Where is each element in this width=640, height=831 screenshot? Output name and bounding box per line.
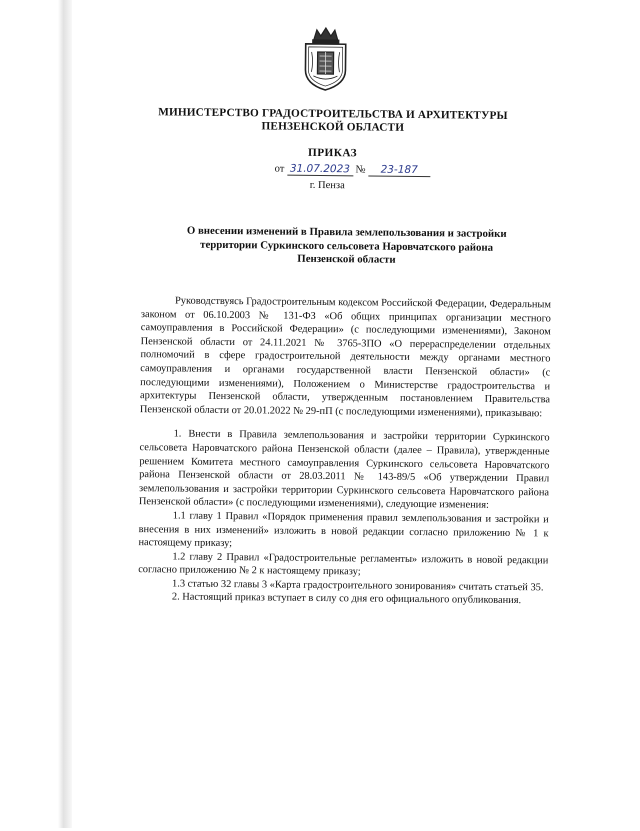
ministry-title-line1: МИНИСТЕРСТВО ГРАДОСТРОИТЕЛЬСТВА И АРХИТЕКТУРЫ: [158, 106, 508, 122]
document-type: ПРИКАЗ: [307, 146, 358, 160]
preamble-paragraph: Руководствуясь Градостроительным кодексом Российской Федерации, Федеральным законом от 06.10.2003 № 131-ФЗ «Об общих принципах организации местного самоуправления в Российской Федерации» (с последующими изменениями), Законом Пензенской области от 24.11.2021 № 3765-ЗПО «О перераспределении отдельных полномочий в сфере градостроительной деятельности между органами местного самоуправления и органами государственной власти Пензенской области» (с последующими изменениями), Положением о Министерстве градостроительства и архитектуры Пензенской области, утвержденным постановлением Правительства Пензенской области от 20.01.2022 № 29-пП (с последующими изменениями), приказываю:: [139, 295, 552, 420]
penza-coat-of-arms-icon: [299, 26, 352, 93]
subject-line2: территории Суркинского сельсовета Наровчатского района: [200, 238, 494, 254]
item-2-paragraph: 2. Настоящий приказ вступает в силу со дня его официального опубликования.: [171, 591, 522, 607]
document-body: [138, 294, 551, 608]
item-1-2-paragraph: 1.2 главу 2 Правил «Градостроительные регламенты» изложить в новой редакции согласно приложению № 2 к настоящему приказу;: [138, 551, 549, 578]
item-1-1-paragraph: 1.1 главу 1 Правил «Порядок применения правил землепользования и застройки и внесения в них изменений» изложить в новой редакции согласно приложению № 1 к настоящему приказу;: [138, 510, 549, 550]
subject-line1: О внесении изменений в Правила землепользования и застройки: [186, 224, 507, 240]
number-prefix: №: [355, 164, 366, 176]
item-1-paragraph: 1. Внести в Правила землепользования и застройки территории Суркинского сельсовета Наровчатского района Пензенской области (далее – Правила), утвержденные решением Комитета местного самоуправления Суркинского сельсовета Наровчатского района Пензенской области от 28.03.2011 № 143-89/5 «Об утверждении Правил землепользования и застройки территории Суркинского сельсовета Наровчатского района Пензенской области» (с последующими изменениями), следующие изменения:: [138, 428, 550, 512]
ministry-title-line2: ПЕНЗЕНСКОЙ ОБЛАСТИ: [261, 120, 405, 134]
item-1-3-paragraph: 1.3 статью 32 главы 3 «Карта градостроительного зонирования» считать статьей 35.: [172, 578, 544, 594]
document-subject: [151, 224, 541, 269]
handwritten-number: 23-187: [368, 163, 430, 177]
handwritten-date: 31.07.2023: [287, 163, 353, 177]
ministry-title: [153, 106, 513, 136]
date-number-line: [252, 162, 452, 177]
date-prefix: от: [274, 163, 285, 175]
subject-line3: Пензенской области: [297, 252, 396, 266]
city-label: г. Пенза: [309, 179, 345, 192]
